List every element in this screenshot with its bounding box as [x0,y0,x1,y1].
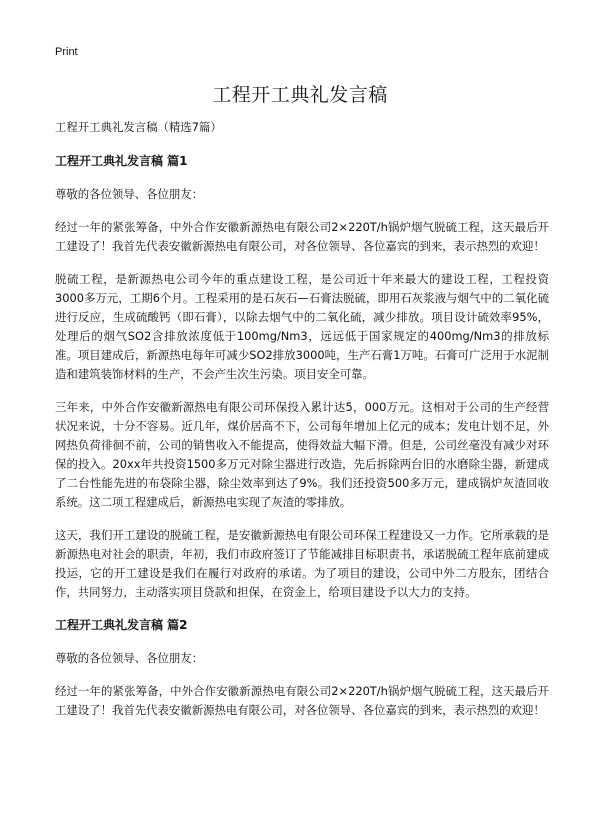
page-title: 工程开工典礼发言稿 [212,84,388,106]
document-subtitle: 工程开工典礼发言稿（精选7篇） [55,120,222,134]
document-body [55,118,549,734]
section-heading: 工程开工典礼发言稿 篇1 [55,154,188,168]
paragraph: 这天，我们开工建设的脱硫工程，是安徽新源热电有限公司环保工程建设又一力作。它所承载的是新源热电对社会的职责，年初，我们市政府签订了节能减排目标职责书，承诺脱硫工程年底前建成投运，它的开工建设是我们在履行对政府的承诺。为了项目的建设，公司中外二方股东，团结合作，共同努力，主动落实项目贷款和担保，在资金上，给项目建设予以大力的支持。 [55,528,549,599]
paragraph: 尊敬的各位领导、各位朋友： [55,187,204,201]
print-link[interactable]: Print [55,46,78,58]
paragraph: 经过一年的紧张筹备，中外合作安徽新源热电有限公司2×220T/h锅炉烟气脱硫工程，这天最后开工建设了！我首先代表安徽新源热电有限公司，对各位领导、各位嘉宾的到来，表示热烈的欢迎！ [55,684,549,717]
paragraph: 经过一年的紧张筹备，中外合作安徽新源热电有限公司2×220T/h锅炉烟气脱硫工程，这天最后开工建设了！我首先代表安徽新源热电有限公司，对各位领导、各位嘉宾的到来，表示热烈的欢迎！ [55,220,549,253]
paragraph: 尊敬的各位领导、各位朋友： [55,651,204,665]
paragraph: 三年来，中外合作安徽新源热电有限公司环保投入累计达5，000万元。这相对于公司的生产经营状况来说，十分不容易。近几年，煤价居高不下，公司每年增加上亿元的成本；发电计划不足，外网热负荷徘徊不前，公司的销售收入不能提高，使得效益大幅下滑。但是，公司丝毫没有减少对环保的投入。20xx年共投资1500多万元对除尘器进行改造，先后拆除两台旧的水磨除尘器，新建成了二台性能先进的布袋除尘器，除尘效率到达了9%。我们还投资500多万元，建成锅炉灰渣回收系统。这二项工程建成后，新源热电实现了灰渣的零排放。 [55,400,549,509]
paragraph: 脱硫工程，是新源热电公司今年的重点建设工程，是公司近十年来最大的建设工程，工程投资3000多万元，工期6个月。工程采用的是石灰石—石膏法脱硫，即用石灰浆液与烟气中的二氧化硫进行反应，生成硫酸钙（即石膏），以除去烟气中的二氧化硫，减少排放。项目设计硫效率95%，处理后的烟气SO2含排放浓度低于100mg/Nm3，远远低于国家规定的400mg/Nm3的排放标准。项目建成后，新源热电每年可减少SO2排放3000吨，生产石膏1万吨。石膏可广泛用于水泥制造和建筑装饰材料的生产，不会产生次生污染。项目安全可靠。 [55,272,549,381]
section-heading: 工程开工典礼发言稿 篇2 [55,618,188,632]
